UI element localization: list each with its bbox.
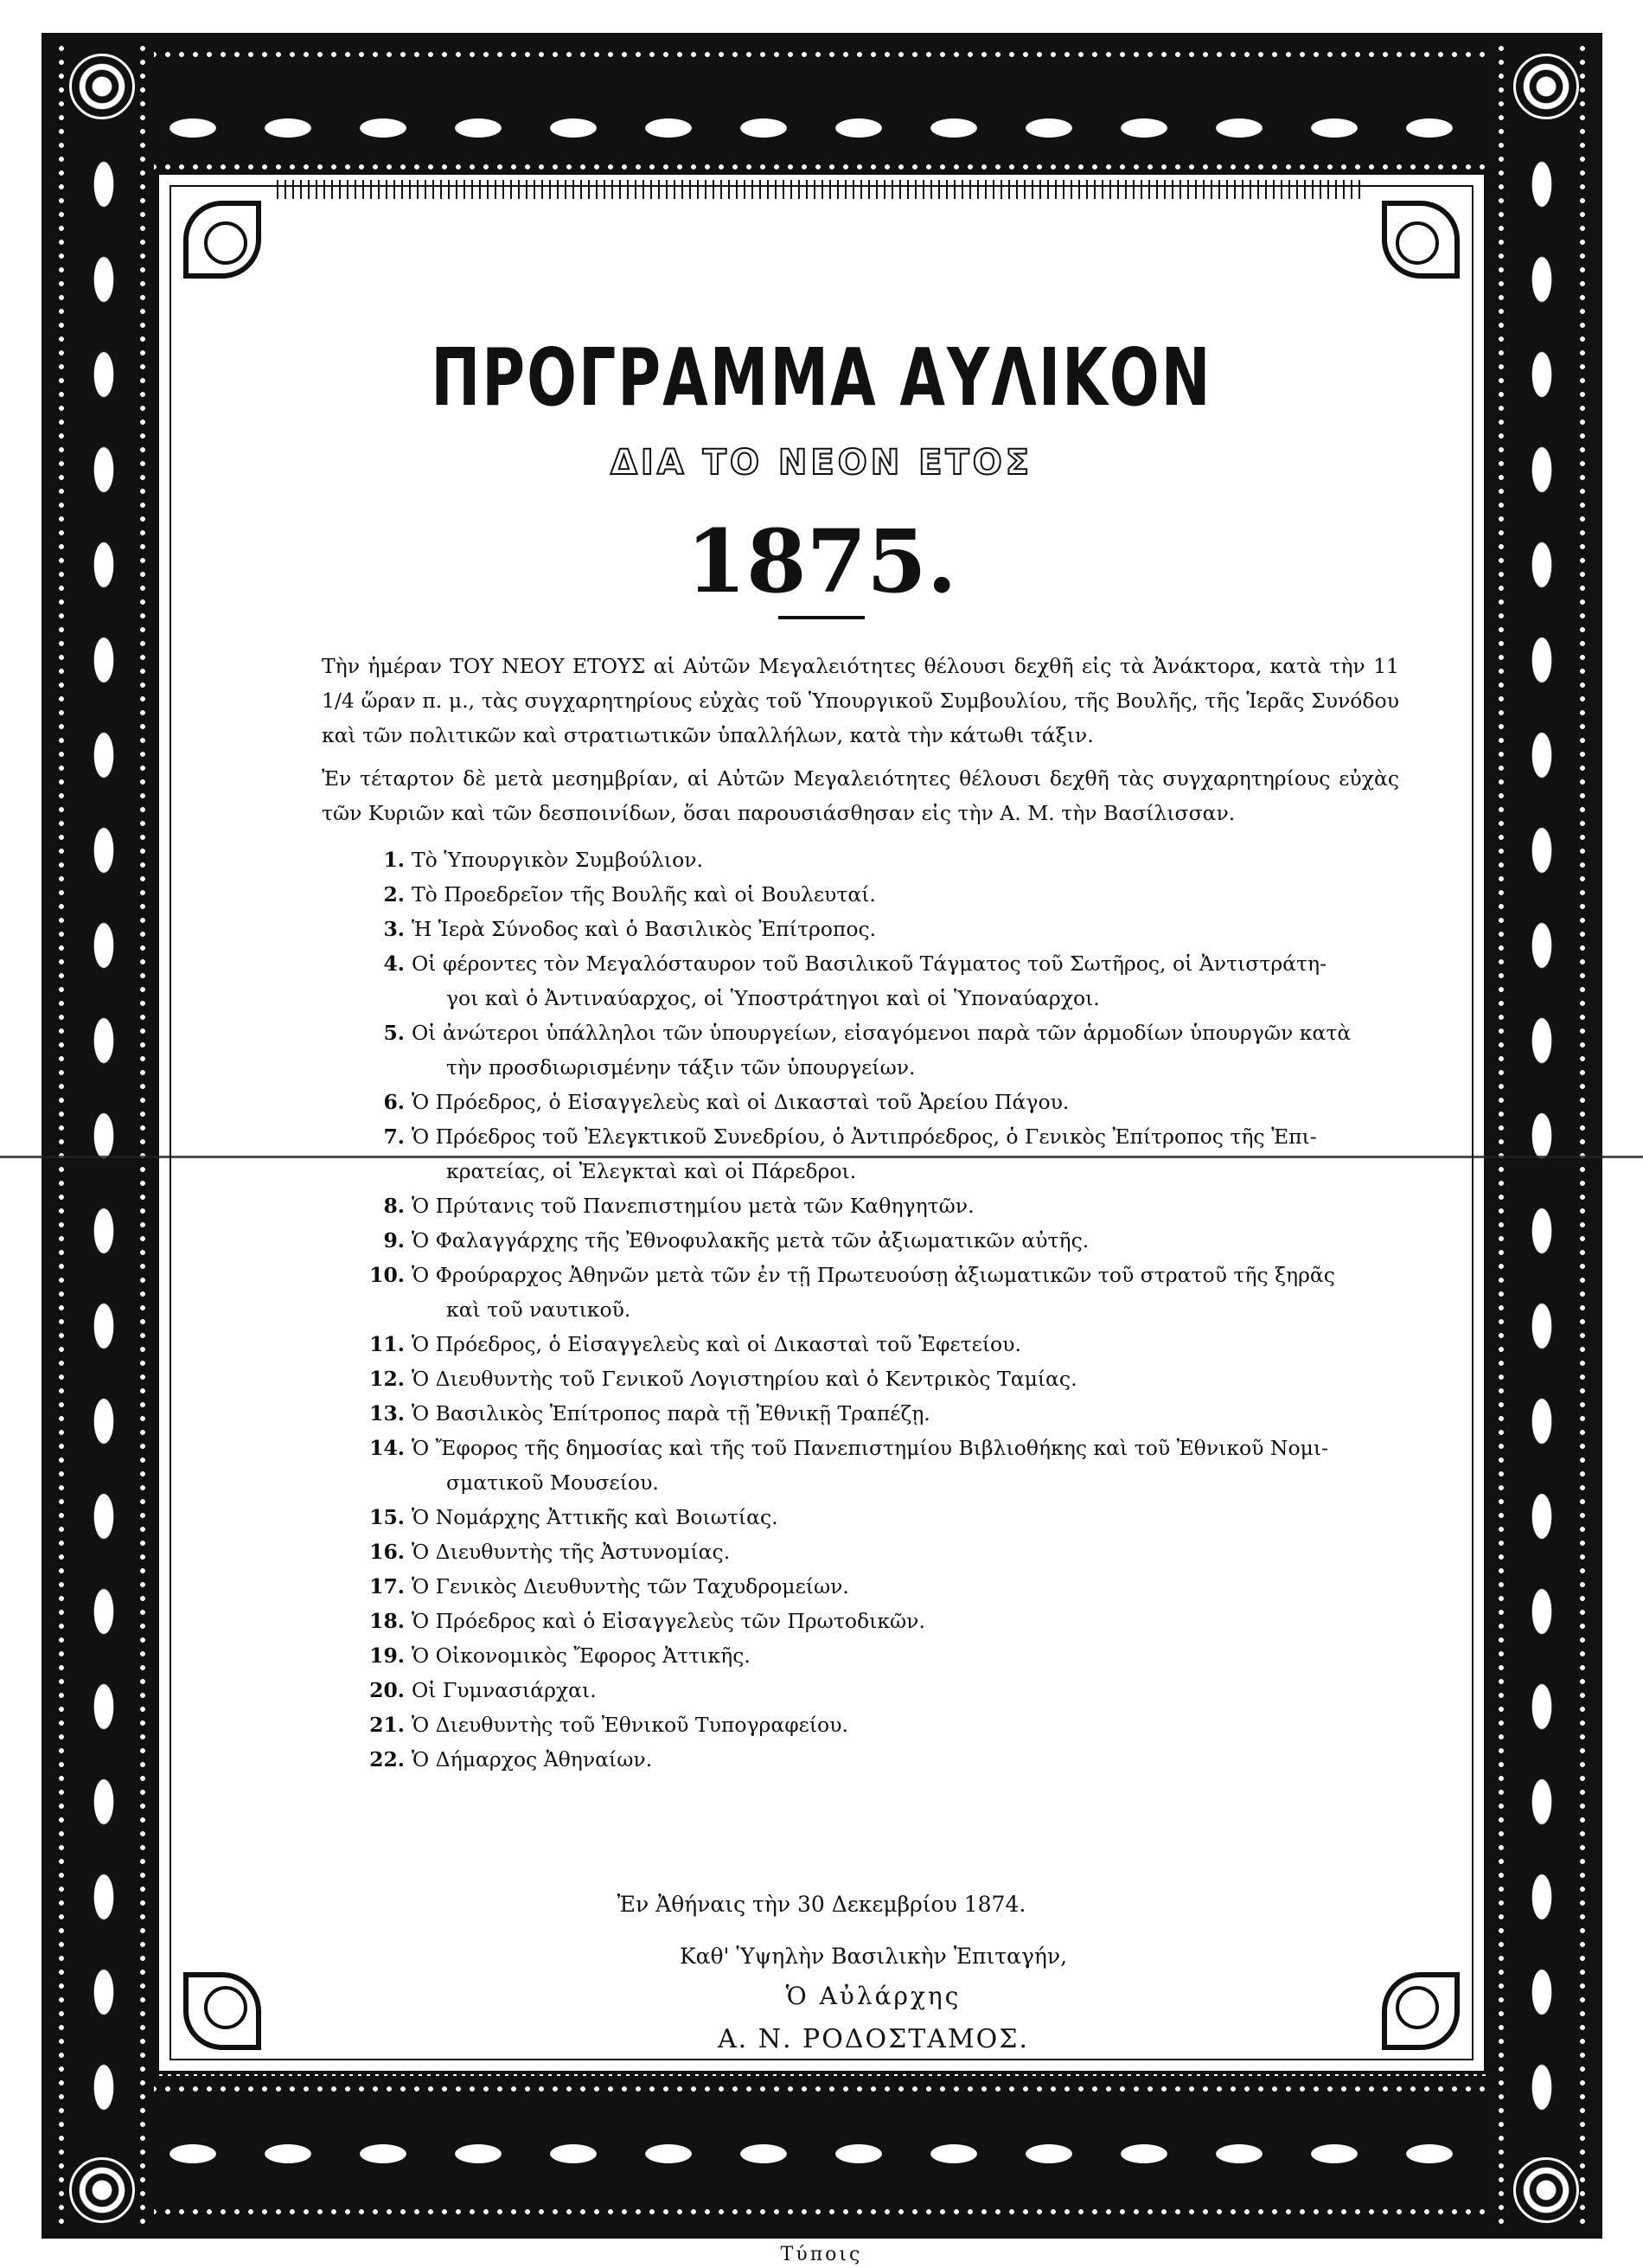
list-item-text: Οἱ φέροντες τὸν Μεγαλόσταυρον τοῦ Βασιλικοῦ Τάγματος τοῦ Σωτῆρος, οἱ Ἀντιστράτη- xyxy=(412,951,1327,976)
paper-fold-line xyxy=(0,1156,1643,1158)
border-top-band xyxy=(50,42,1594,180)
list-item-text: Ὁ Διευθυντὴς τῆς Ἀστυνομίας. xyxy=(412,1540,731,1564)
list-item xyxy=(329,1258,1401,1327)
corner-medallion-icon xyxy=(69,2157,135,2223)
corner-ornament-icon xyxy=(183,201,261,279)
list-item-text: Ὁ Πρόεδρος, ὁ Εἰσαγγελεὺς καὶ οἱ Δικασταὶ τοῦ Ἐφετείου. xyxy=(412,1332,1021,1356)
list-item xyxy=(329,912,1401,946)
list-item-continuation: τὴν προσδιωρισμένην τάξιν τῶν ὑπουργείων. xyxy=(446,1055,916,1080)
list-item-number: 15. xyxy=(369,1505,405,1529)
list-item-text: Τὸ Ὑπουργικὸν Συμβούλιον. xyxy=(412,848,704,872)
list-item-number: 11. xyxy=(369,1332,405,1356)
list-item-text: Οἱ Γυμνασιάρχαι. xyxy=(412,1678,597,1702)
list-item xyxy=(329,1638,1401,1673)
list-item-number: 10. xyxy=(369,1263,405,1287)
list-item-number: 9. xyxy=(383,1228,405,1253)
list-item-number: 1. xyxy=(383,848,405,872)
list-item-text: Ὁ Δήμαρχος Ἀθηναίων. xyxy=(412,1747,653,1771)
list-item-number: 19. xyxy=(369,1643,405,1668)
intro-paragraph: Τὴν ἡμέραν ΤΟΥ ΝΕΟΥ ΕΤΟΥΣ αἱ Αὐτῶν Μεγαλειότητες θέλουσι δεχθῆ εἰς τὰ Ἀνάκτορα, κατὰ τὴν 11 1/4 ὥραν π. μ., τὰς συγχαρητηρίους εὐχὰς τοῦ Ὑπουργικοῦ Συμβουλίου, τῆς Βουλῆς, τῆς Ἱερᾶς Συνόδου καὶ τῶν πολιτικῶν καὶ στρατιωτικῶν ὑπαλλήλων, κατὰ τὴν κάτωθι τάξιν. xyxy=(322,654,1399,747)
list-item-continuation: γοι καὶ ὁ Ἀντιναύαρχος, οἱ Ὑποστράτηγοι καὶ οἱ Ὑποναύαρχοι. xyxy=(446,986,1100,1010)
list-item xyxy=(329,1223,1401,1258)
list-item-text: Ὁ Πρύτανις τοῦ Πανεπιστημίου μετὰ τῶν Καθηγητῶν. xyxy=(412,1194,975,1218)
list-item-number: 13. xyxy=(369,1401,405,1426)
list-item-number: 14. xyxy=(369,1436,405,1460)
corner-ornament-icon xyxy=(1382,201,1460,279)
list-item-continuation: σματικοῦ Μουσείου. xyxy=(446,1470,659,1495)
list-item xyxy=(329,1396,1401,1431)
list-item xyxy=(329,946,1401,1015)
list-item-text: Ὁ Οἰκονομικὸς Ἔφορος Ἀττικῆς. xyxy=(412,1643,751,1668)
corner-medallion-icon xyxy=(1513,2157,1579,2223)
list-item-text: Ὁ Ἔφορος τῆς δημοσίας καὶ τῆς τοῦ Πανεπιστημίου Βιβλιοθήκης καὶ τοῦ Ἐθνικοῦ Νομι- xyxy=(412,1436,1329,1460)
printer-imprint: Τύποις xyxy=(780,2244,863,2265)
list-item-number: 18. xyxy=(369,1609,405,1633)
list-item-number: 8. xyxy=(383,1194,405,1218)
list-item-text: Ἡ Ἱερὰ Σύνοδος καὶ ὁ Βασιλικὸς Ἐπίτροπος. xyxy=(412,917,877,941)
list-item-number: 16. xyxy=(369,1540,405,1564)
authority-line: Καθ' Ὑψηλὴν Βασιλικὴν Ἐπιταγήν, xyxy=(679,1944,1068,1969)
page-subtitle: ΔΙΑ ΤΟ ΝΕΟΝ ΕΤΟΣ xyxy=(610,443,1033,483)
decorative-tick-rule xyxy=(277,180,1366,199)
list-item-text: Ὁ Πρόεδρος τοῦ Ἐλεγκτικοῦ Συνεδρίου, ὁ Ἀντιπρόεδρος, ὁ Γενικὸς Ἐπίτροπος τῆς Ἐπι- xyxy=(412,1124,1317,1149)
list-item-number: 12. xyxy=(369,1367,405,1391)
list-item-number: 4. xyxy=(383,951,405,976)
list-item xyxy=(329,1085,1401,1119)
list-item-text: Ὁ Βασιλικὸς Ἐπίτροπος παρὰ τῇ Ἐθνικῇ Τραπέζῃ. xyxy=(412,1401,930,1426)
list-item-number: 5. xyxy=(383,1021,405,1045)
list-item xyxy=(329,1015,1401,1085)
list-item-text: Ὁ Διευθυντὴς τοῦ Γενικοῦ Λογιστηρίου καὶ ὁ Κεντρικὸς Ταμίας. xyxy=(412,1367,1077,1391)
page-title: ΠΡΟΓΡΑΜΜΑ ΑΥΛΙΚΟΝ xyxy=(431,332,1212,425)
list-item-number: 17. xyxy=(369,1574,405,1598)
divider xyxy=(778,616,865,619)
list-item xyxy=(329,877,1401,912)
list-item-continuation: καὶ τοῦ ναυτικοῦ. xyxy=(446,1297,631,1322)
second-paragraph: Ἐν τέταρτον δὲ μετὰ μεσημβρίαν, αἱ Αὐτῶν Μεγαλειότητες θέλουσι δεχθῆ τὰς συγχαρητηρίους εὐχὰς τῶν Κυριῶν καὶ τῶν δεσποινίδων, ὅσαι παρουσιάσθησαν εἰς τὴν Α. Μ. τὴν Βασίλισσαν. xyxy=(322,766,1399,825)
list-item xyxy=(329,1742,1401,1777)
list-item-number: 20. xyxy=(369,1678,405,1702)
list-item xyxy=(329,1188,1401,1223)
list-item-text: Ὁ Φρούραρχος Ἀθηνῶν μετὰ τῶν ἐν τῇ Πρωτευούσῃ ἀξιωματικῶν τοῦ στρατοῦ τῆς ξηρᾶς xyxy=(412,1263,1335,1287)
corner-medallion-icon xyxy=(69,54,135,119)
list-item xyxy=(329,1361,1401,1396)
list-item-number: 22. xyxy=(369,1747,405,1771)
list-item-number: 21. xyxy=(369,1713,405,1737)
list-item-text: Ὁ Πρόεδρος, ὁ Εἰσαγγελεὺς καὶ οἱ Δικασταὶ τοῦ Ἀρείου Πάγου. xyxy=(412,1090,1070,1114)
signatory-name: Α. Ν. ΡΟΔΟΣΤΑΜΟΣ. xyxy=(717,2024,1030,2054)
year-heading: 1875. xyxy=(686,510,957,612)
list-item xyxy=(329,1569,1401,1604)
list-item-text: Ὁ Διευθυντὴς τοῦ Ἐθνικοῦ Τυπογραφείου. xyxy=(412,1713,848,1737)
list-item-number: 3. xyxy=(383,917,405,941)
list-item xyxy=(329,842,1401,877)
list-item xyxy=(329,1431,1401,1500)
list-item-text: Οἱ ἀνώτεροι ὑπάλληλοι τῶν ὑπουργείων, εἰσαγόμενοι παρὰ τῶν ἁρμοδίων ὑπουργῶν κατὰ xyxy=(412,1021,1352,1045)
list-item xyxy=(329,1604,1401,1638)
list-item xyxy=(329,1673,1401,1707)
list-item xyxy=(329,1707,1401,1742)
list-item-number: 6. xyxy=(383,1090,405,1114)
list-item-text: Τὸ Προεδρεῖον τῆς Βουλῆς καὶ οἱ Βουλευταί. xyxy=(412,882,876,907)
corner-medallion-icon xyxy=(1513,54,1579,119)
list-item xyxy=(329,1534,1401,1569)
list-item-number: 2. xyxy=(383,882,405,907)
list-item-text: Ὁ Γενικὸς Διευθυντὴς τῶν Ταχυδρομείων. xyxy=(412,1574,849,1598)
list-item-number: 7. xyxy=(383,1124,405,1149)
list-item-text: Ὁ Φαλαγγάρχης τῆς Ἐθνοφυλακῆς μετὰ τῶν ἀξιωματικῶν αὐτῆς. xyxy=(412,1228,1090,1253)
list-item xyxy=(329,1119,1401,1188)
reception-order-list xyxy=(329,842,1401,1777)
list-item-text: Ὁ Νομάρχης Ἀττικῆς καὶ Βοιωτίας. xyxy=(412,1505,778,1529)
list-item-continuation: κρατείας, οἱ Ἐλεγκταὶ καὶ οἱ Πάρεδροι. xyxy=(446,1159,857,1183)
border-bottom-band xyxy=(50,2076,1594,2230)
list-item xyxy=(329,1327,1401,1361)
dateline: Ἐν Ἀθήναις τὴν 30 Δεκεμβρίου 1874. xyxy=(617,1892,1026,1917)
signatory-role: Ὁ Αὐλάρχης xyxy=(785,1982,962,2010)
list-item-text: Ὁ Πρόεδρος καὶ ὁ Εἰσαγγελεὺς τῶν Πρωτοδικῶν. xyxy=(412,1609,925,1633)
list-item xyxy=(329,1500,1401,1534)
